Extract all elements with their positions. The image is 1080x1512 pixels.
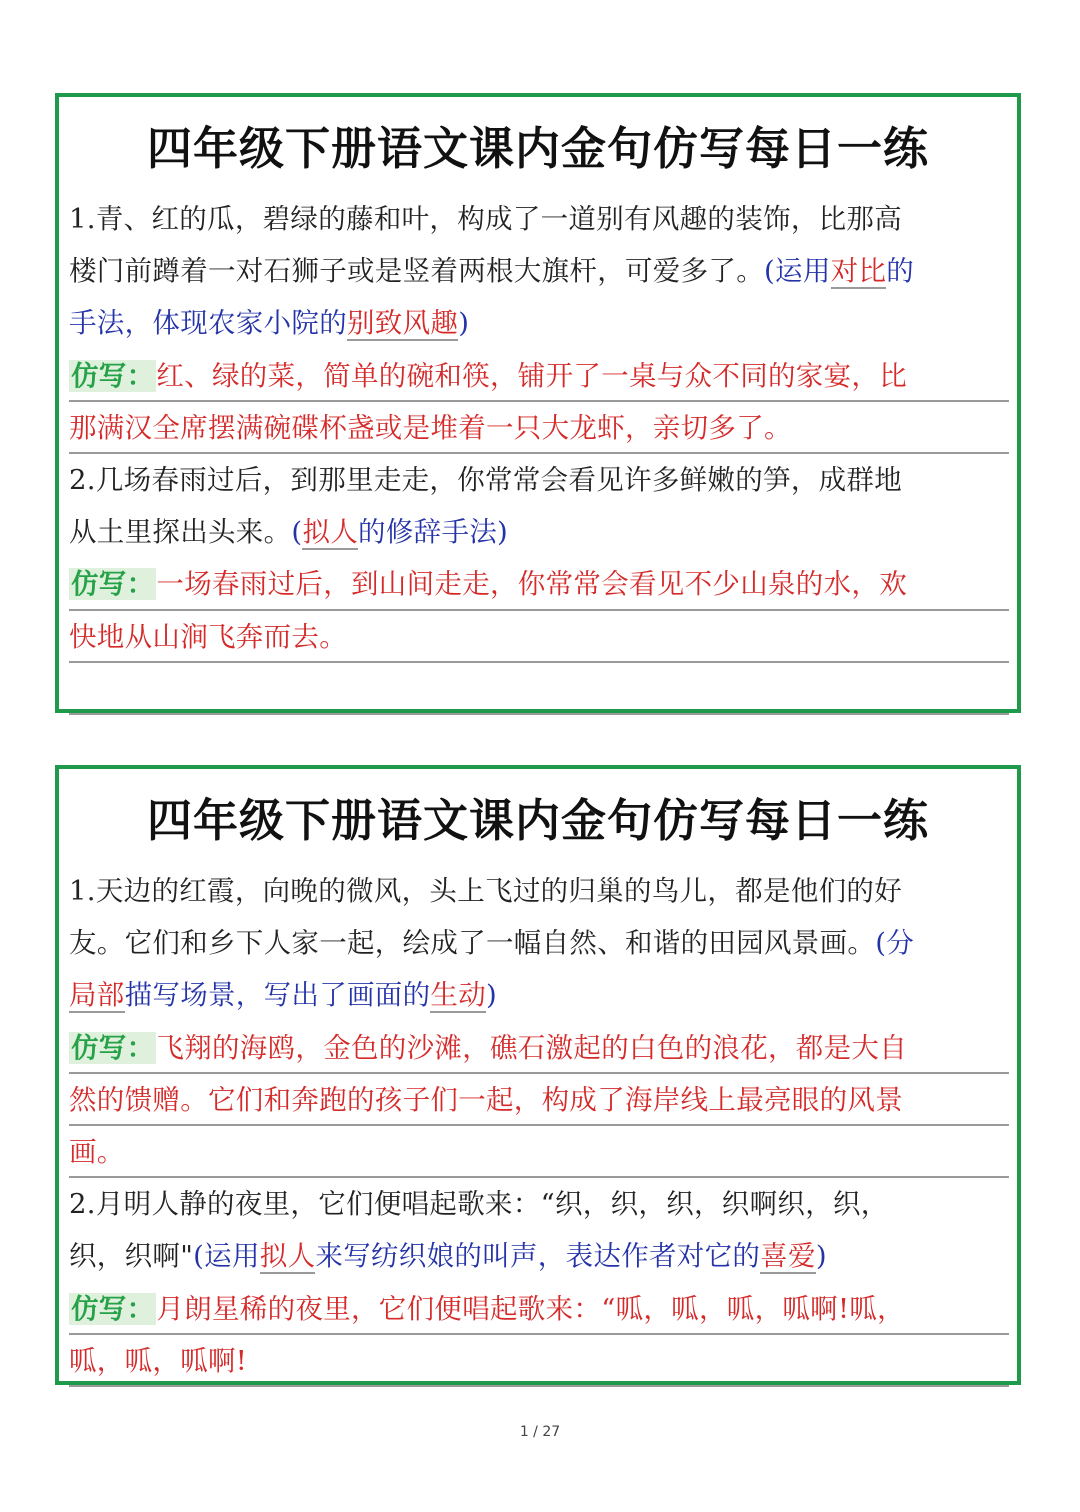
text-line [69, 297, 1009, 349]
note-text: 手法，体现农家小院的 [69, 307, 347, 340]
card-title: 四年级下册语文课内金句仿写每日一练 [146, 122, 929, 175]
imitation-text: 快地从山涧飞奔而去。 [69, 620, 347, 653]
note-open: (运用 [764, 255, 831, 288]
original-text: 楼门前蹲着一对石狮子或是竖着两根大旗杆，可爱多了。 [69, 255, 764, 288]
note-open: ( [291, 516, 303, 549]
imitation-tag: 仿写： [71, 568, 155, 601]
note-highlight: 拟人 [259, 1240, 316, 1273]
original-text: 织，织啊" [69, 1240, 194, 1273]
imitation-text: 画。 [69, 1135, 125, 1168]
note-open: (运用 [193, 1240, 260, 1273]
note-highlight: 生动 [430, 979, 487, 1012]
card-lines [69, 193, 1009, 715]
text-line [69, 1230, 1009, 1282]
note-text: 描写场景，写出了画面的 [124, 979, 431, 1012]
note-highlight: 局部 [69, 979, 125, 1012]
exercise-card-1 [55, 93, 1021, 713]
note-text: 的 [886, 255, 915, 288]
imitation-line [69, 1283, 1009, 1335]
original-text: 2.月明人静的夜里，它们便唱起歌来：“织，织，织，织啊织，织， [69, 1188, 889, 1221]
note-text: 的修辞手法) [358, 516, 509, 549]
original-text: 1.天边的红霞，向晚的微风，头上飞过的归巢的鸟儿，都是他们的好 [69, 875, 903, 907]
note-open: (分 [875, 927, 915, 960]
text-line [69, 969, 1009, 1021]
imitation-line [69, 1074, 1009, 1126]
text-line [69, 454, 1009, 506]
note-highlight: 喜爱 [760, 1240, 816, 1273]
imitation-line [69, 558, 1009, 610]
imitation-line [69, 350, 1009, 402]
imitation-tag: 仿写： [71, 1031, 155, 1064]
note-close: ) [486, 979, 498, 1012]
blank-writing-line [69, 663, 1009, 715]
text-line [69, 1178, 1009, 1230]
note-highlight: 拟人 [302, 516, 359, 549]
note-close: ) [815, 1240, 827, 1273]
original-text: 从土里探出头来。 [69, 516, 292, 549]
text-line [69, 245, 1009, 297]
imitation-line [69, 611, 1009, 663]
imitation-line [69, 1022, 1009, 1074]
imitation-line [69, 1126, 1009, 1178]
imitation-text: 那满汉全席摆满碗碟杯盏或是堆着一只大龙虾，亲切多了。 [69, 411, 792, 444]
text-line [69, 193, 1009, 245]
original-text: 1.青、红的瓜，碧绿的藤和叶，构成了一道别有风趣的装饰，比那高 [69, 203, 903, 235]
page-number: 1 / 27 [519, 1424, 561, 1440]
note-text: 来写纺织娘的叫声，表达作者对它的 [315, 1240, 761, 1273]
text-line [69, 917, 1009, 969]
imitation-text: 月朗星稀的夜里，它们便唱起歌来：“呱，呱，呱，呱啊!呱， [156, 1292, 905, 1325]
text-line [69, 506, 1009, 558]
imitation-text: 一场春雨过后，到山间走走，你常常会看见不少山泉的水，欢 [156, 568, 908, 601]
imitation-tag: 仿写： [71, 359, 155, 392]
imitation-line [69, 402, 1009, 454]
card-lines [69, 865, 1009, 1387]
imitation-text: 然的馈赠。它们和奔跑的孩子们一起，构成了海岸线上最亮眼的风景 [69, 1083, 903, 1116]
imitation-tag: 仿写： [71, 1292, 155, 1325]
original-text: 友。它们和乡下人家一起，绘成了一幅自然、和谐的田园风景画。 [69, 927, 876, 960]
imitation-text: 飞翔的海鸥，金色的沙滩，礁石激起的白色的浪花，都是大自 [156, 1031, 908, 1064]
note-highlight: 对比 [830, 255, 887, 288]
exercise-card-2 [55, 765, 1021, 1385]
note-highlight: 别致风趣 [347, 307, 459, 340]
imitation-line [69, 1335, 1009, 1387]
original-text: 2.几场春雨过后，到那里走走，你常常会看见许多鲜嫩的笋，成群地 [69, 463, 903, 496]
imitation-text: 呱，呱，呱啊! [69, 1344, 248, 1377]
imitation-text: 红、绿的菜，简单的碗和筷，铺开了一桌与众不同的家宴，比 [156, 359, 908, 392]
card-title: 四年级下册语文课内金句仿写每日一练 [146, 794, 929, 847]
note-close: ) [458, 307, 470, 340]
text-line [69, 865, 1009, 917]
